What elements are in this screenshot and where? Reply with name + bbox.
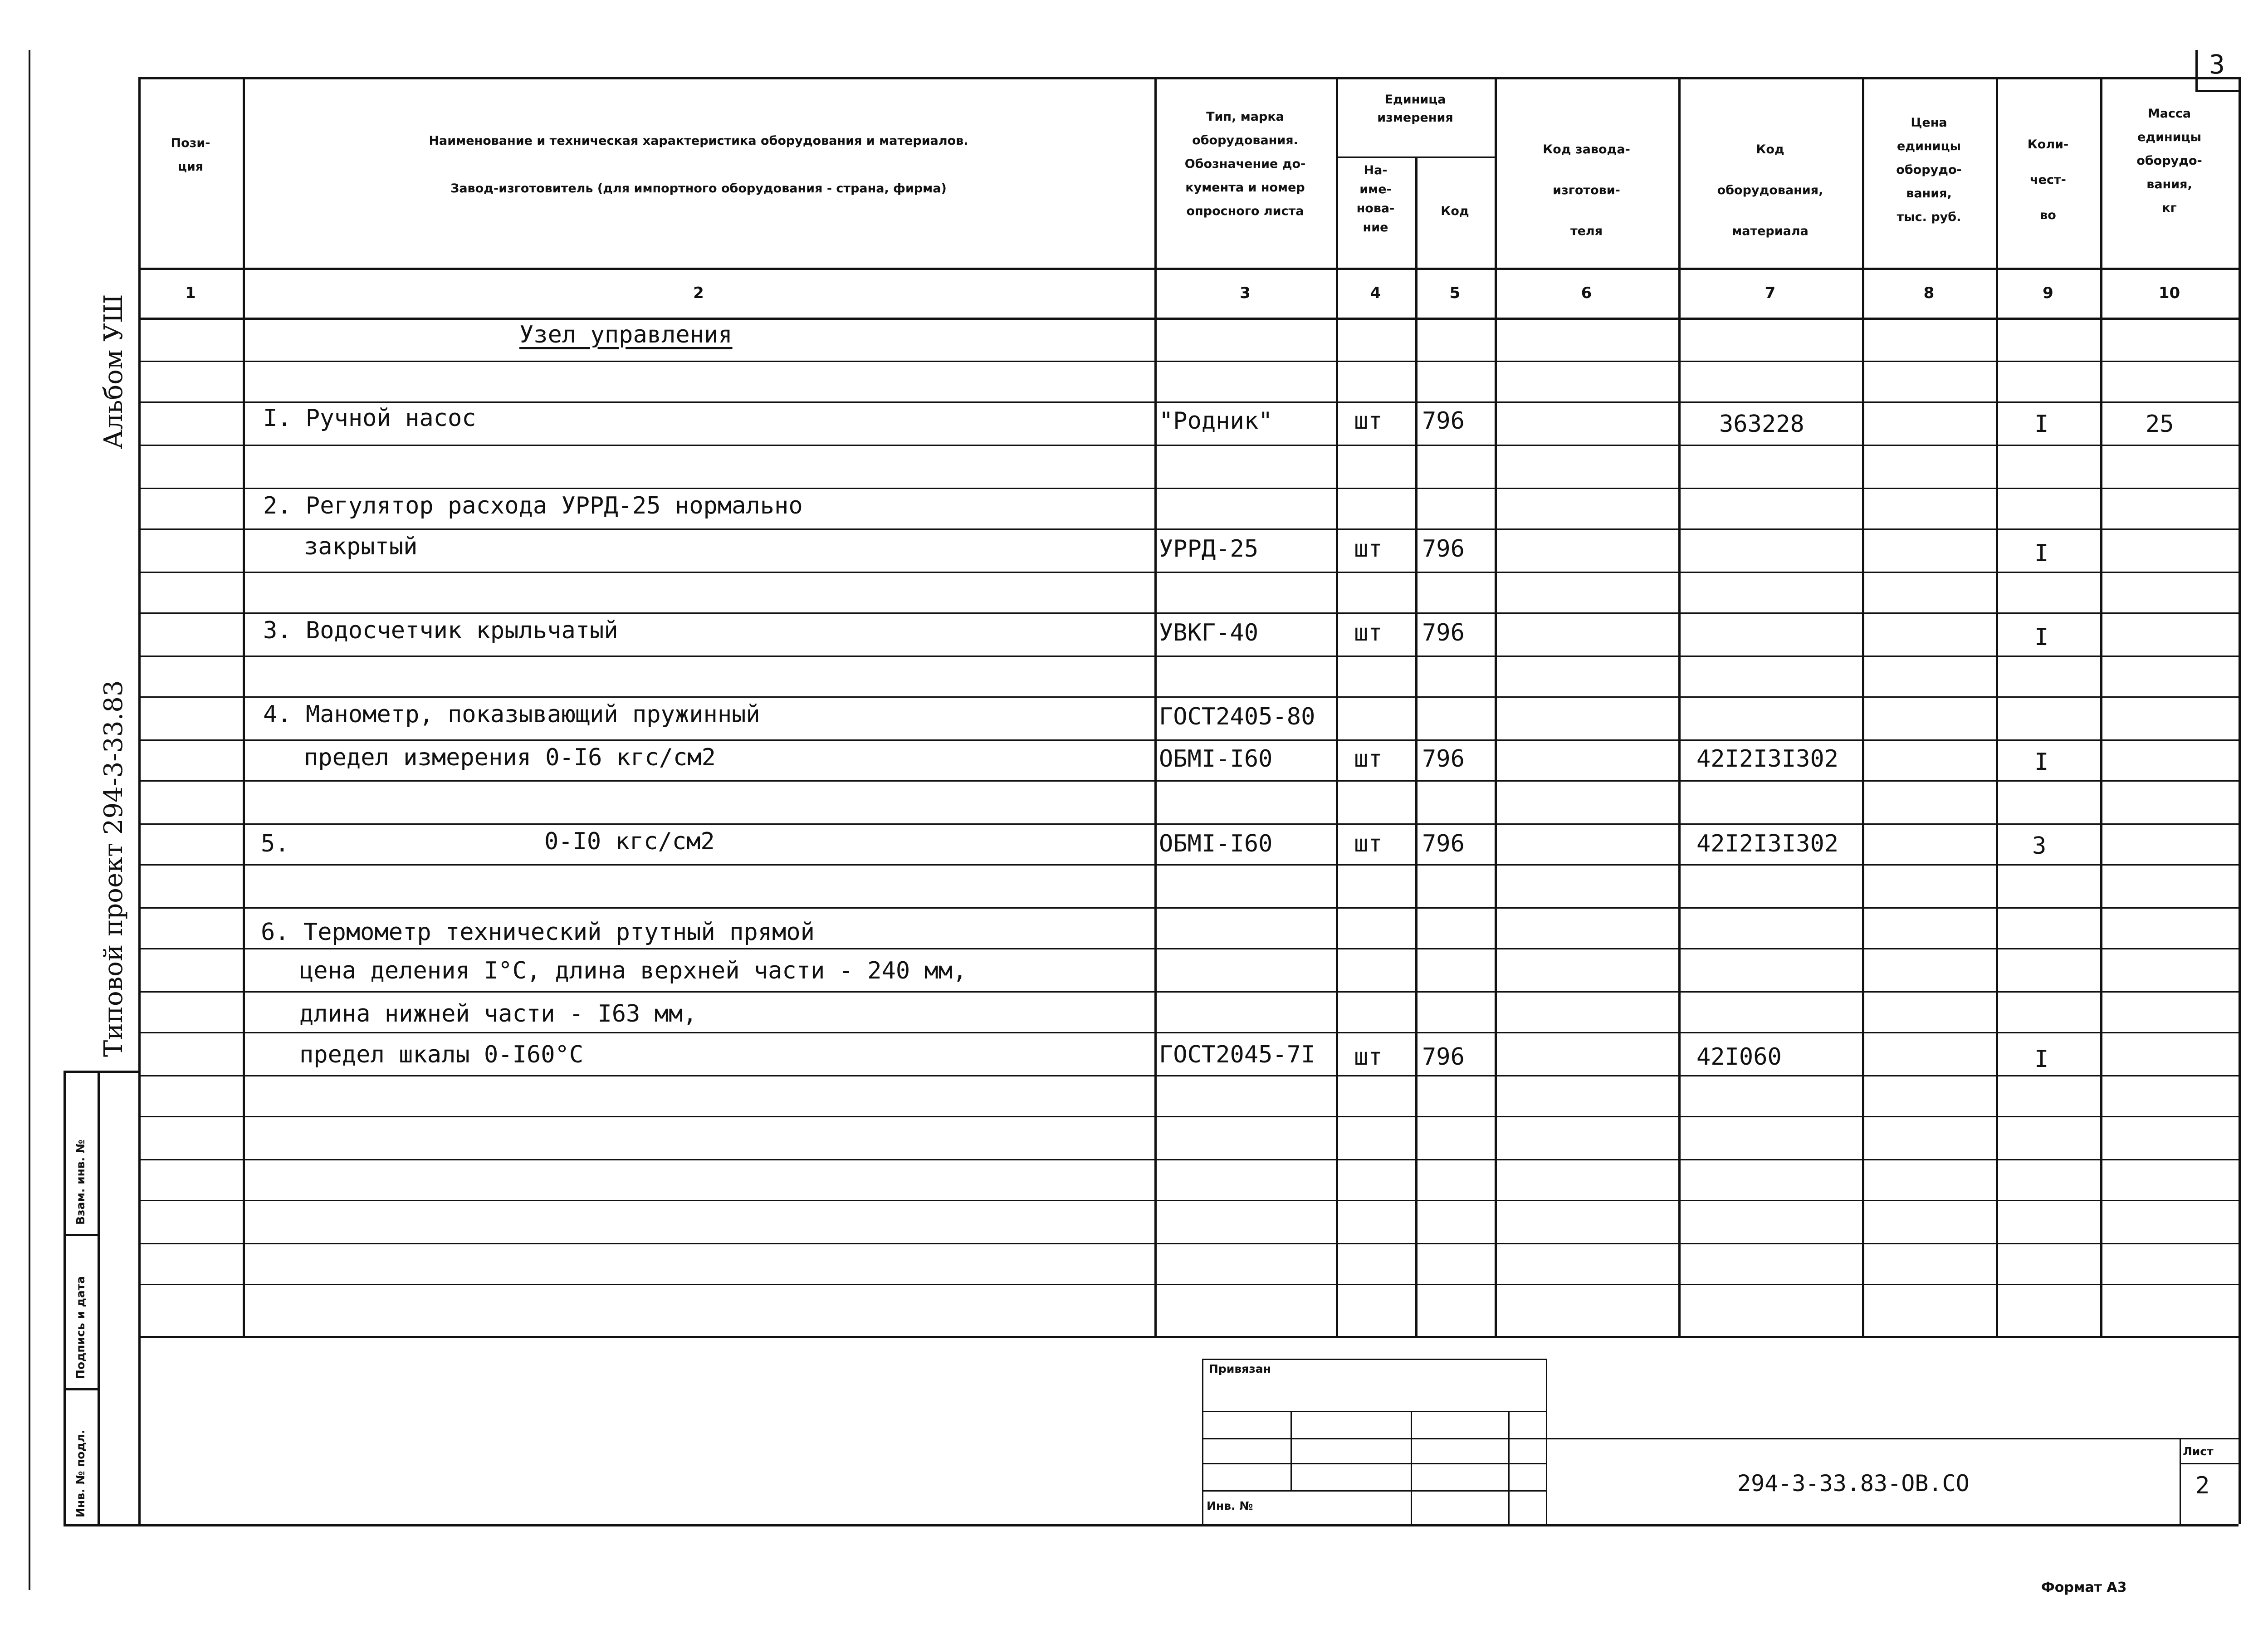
- row-line: [138, 739, 2239, 741]
- row5-unit: шт: [1354, 830, 1383, 857]
- row1-name: I. Ручной насос: [263, 405, 476, 432]
- stamp-box-row: [1202, 1438, 1547, 1439]
- row2-qty: I: [2034, 540, 2049, 567]
- row5-qty: 3: [2032, 832, 2047, 860]
- row-line: [138, 361, 2239, 362]
- row1-code: 796: [1422, 407, 1465, 435]
- sheet-label: Лист: [2183, 1445, 2214, 1458]
- row6-name-line4: предел шкалы 0-I60°С: [299, 1041, 584, 1068]
- header-factory-code: Код завода- изготови- теля: [1543, 142, 1630, 238]
- stamp-inv-no: Инв. №: [1207, 1499, 1253, 1512]
- row2-code: 796: [1422, 535, 1465, 563]
- row5-code: 796: [1422, 830, 1465, 857]
- row-line: [138, 1075, 2239, 1076]
- row-line: [138, 823, 2239, 825]
- stamp-box-left: [1202, 1359, 1203, 1524]
- project-label: Типовой проект 294-3-33.83: [99, 680, 128, 1057]
- stamp-strip-top: [64, 1071, 138, 1073]
- stamp-cell-podpis: Подпись и дата: [74, 1276, 87, 1379]
- row4-equip-code: 42I2I3I302: [1696, 745, 1839, 773]
- stamp-box-right: [1546, 1359, 1547, 1524]
- row2-unit: шт: [1354, 535, 1383, 563]
- number-row-bottom-line: [138, 318, 2239, 320]
- table-bottom-border: [64, 1524, 2239, 1526]
- col-number-5: 5: [1449, 284, 1461, 302]
- frame-left-edge: [29, 50, 30, 1590]
- header-unit-group: Единица измерения: [1377, 93, 1453, 125]
- row5-type: ОБМI-I60: [1159, 830, 1273, 857]
- header-name-line1: Наименование и техническая характеристика оборудования и материалов.: [429, 134, 968, 148]
- row-line: [138, 1284, 2239, 1285]
- header-bottom-line: [138, 268, 2239, 270]
- album-label: Альбом УШ: [99, 294, 128, 449]
- row6-name-line1: 6. Термометр технический ртутный прямой: [261, 919, 815, 946]
- stamp-box-row: [1202, 1411, 1547, 1412]
- row-line: [138, 1116, 2239, 1117]
- row-line: [138, 907, 2239, 909]
- stamp-cell-inv: Инв. № подл.: [74, 1429, 87, 1517]
- col-line-1: [243, 77, 245, 1336]
- sheet-corner-number: 3: [2209, 49, 2225, 80]
- row-line: [138, 656, 2239, 657]
- col-line-8: [1996, 77, 1998, 1336]
- table-right-border: [2239, 77, 2241, 1524]
- header-price: Цена единицы оборудо- вания, тыс. руб.: [1896, 116, 1962, 224]
- row-line: [138, 1032, 2239, 1033]
- row4-unit: шт: [1354, 745, 1383, 773]
- row1-type: "Родник": [1159, 407, 1273, 435]
- header-type: Тип, марка оборудования. Обозначение до- кумента и номер опросного листа: [1184, 110, 1306, 218]
- row6-name-line2: цена деления I°С, длина верхней части - 240 мм,: [299, 957, 967, 984]
- stamp-box-row: [1202, 1490, 1547, 1492]
- col-line-2: [1154, 77, 1157, 1336]
- col-number-2: 2: [693, 284, 704, 302]
- sheet-number: 2: [2195, 1472, 2210, 1499]
- unit-group-divider: [1336, 157, 1495, 158]
- header-mass: Масса единицы оборудо- вания, кг: [2136, 107, 2202, 215]
- col-line-7: [1862, 77, 1864, 1336]
- row2-name-line1: 2. Регулятор расхода УРРД-25 нормально: [263, 492, 803, 519]
- stamp-box-row: [1202, 1463, 1547, 1464]
- header-equip-code: Код оборудования, материала: [1717, 142, 1823, 238]
- row1-mass: 25: [2146, 411, 2174, 438]
- stamp-box-col: [1508, 1411, 1510, 1524]
- row4-type-line1: ГОСТ2405-80: [1159, 703, 1315, 730]
- row4-type: ОБМI-I60: [1159, 745, 1273, 773]
- row3-qty: I: [2034, 624, 2049, 651]
- row5-name: 0-I0 кгс/см2: [544, 828, 715, 855]
- stamp-divider-2: [64, 1388, 98, 1390]
- row-line: [138, 612, 2239, 614]
- header-unit-name: На- име- нова- ние: [1356, 163, 1395, 235]
- row1-unit: шт: [1354, 407, 1383, 435]
- col-number-3: 3: [1240, 284, 1251, 302]
- corner-box-bottom: [2195, 90, 2239, 92]
- row-line: [138, 1159, 2239, 1160]
- row-line: [138, 1200, 2239, 1201]
- stamp-divider-1: [64, 1234, 98, 1236]
- row4-name-line2: предел измерения 0-I6 кгс/см2: [304, 744, 716, 771]
- row6-unit: шт: [1354, 1043, 1383, 1071]
- sheet-no-box-divider: [2180, 1463, 2239, 1464]
- col-number-4: 4: [1370, 284, 1381, 302]
- row-line: [138, 780, 2239, 782]
- row-line: [138, 445, 2239, 446]
- corner-box-left: [2195, 50, 2198, 91]
- sheet-no-box-left: [2180, 1438, 2181, 1524]
- row2-type: УРРД-25: [1159, 535, 1259, 563]
- row6-qty: I: [2034, 1046, 2049, 1073]
- stamp-strip-left: [64, 1071, 66, 1524]
- row-line: [138, 572, 2239, 573]
- col-line-5: [1495, 77, 1497, 1336]
- row1-equip-code: 363228: [1719, 411, 1804, 438]
- format-label: Формат А3: [2041, 1580, 2127, 1595]
- row-line: [138, 864, 2239, 866]
- stamp-privyazan: Привязан: [1209, 1362, 1271, 1375]
- document-code: 294-3-33.83-ОВ.СО: [1737, 1470, 1970, 1497]
- row4-qty: I: [2034, 749, 2049, 776]
- row3-name: 3. Водосчетчик крыльчатый: [263, 617, 618, 644]
- table-body-bottom-line: [138, 1336, 2239, 1338]
- row2-name-line2: закрытый: [304, 533, 418, 560]
- row6-name-line3: длина нижней части - I63 мм,: [299, 1000, 697, 1027]
- row6-code: 796: [1422, 1043, 1465, 1071]
- row6-equip-code: 42I060: [1696, 1043, 1782, 1071]
- row3-type: УВКГ-40: [1159, 619, 1259, 646]
- header-position: Пози- ция: [171, 136, 210, 174]
- row-line: [138, 528, 2239, 530]
- row-line: [138, 401, 2239, 403]
- row-line: [138, 1243, 2239, 1244]
- row3-unit: шт: [1354, 619, 1383, 646]
- table-top-border: [138, 77, 2239, 79]
- stamp-cell-vzam: Взам. инв. №: [74, 1140, 87, 1225]
- header-unit-code: Код: [1441, 204, 1469, 218]
- stamp-box-col: [1411, 1411, 1412, 1524]
- row4-name-line1: 4. Манометр, показывающий пружинный: [263, 701, 760, 728]
- row-line: [138, 696, 2239, 698]
- col-number-7: 7: [1765, 284, 1776, 302]
- col-line-6: [1678, 77, 1681, 1336]
- stamp-strip-right: [98, 1071, 100, 1524]
- row1-qty: I: [2034, 411, 2049, 438]
- title-block-top: [1546, 1438, 2239, 1439]
- row-line: [138, 488, 2239, 489]
- col-number-10: 10: [2158, 284, 2180, 302]
- col-number-1: 1: [185, 284, 196, 302]
- row4-code: 796: [1422, 745, 1465, 773]
- section-title: Узел управления: [519, 321, 733, 348]
- header-name-line2: Завод-изготовитель (для импортного оборудования - страна, фирма): [450, 181, 947, 196]
- header-qty: Коли- чест- во: [2027, 137, 2069, 222]
- row5-position: 5.: [261, 830, 289, 857]
- row-line: [138, 948, 2239, 949]
- col-line-3: [1336, 77, 1338, 1336]
- row6-type: ГОСТ2045-7I: [1159, 1041, 1315, 1068]
- stamp-box-col: [1290, 1411, 1292, 1490]
- col-number-8: 8: [1923, 284, 1935, 302]
- col-number-9: 9: [2043, 284, 2053, 302]
- row5-equip-code: 42I2I3I302: [1696, 830, 1839, 857]
- row3-code: 796: [1422, 619, 1465, 646]
- row-line: [138, 991, 2239, 993]
- col-line-9: [2100, 77, 2102, 1336]
- col-number-6: 6: [1581, 284, 1592, 302]
